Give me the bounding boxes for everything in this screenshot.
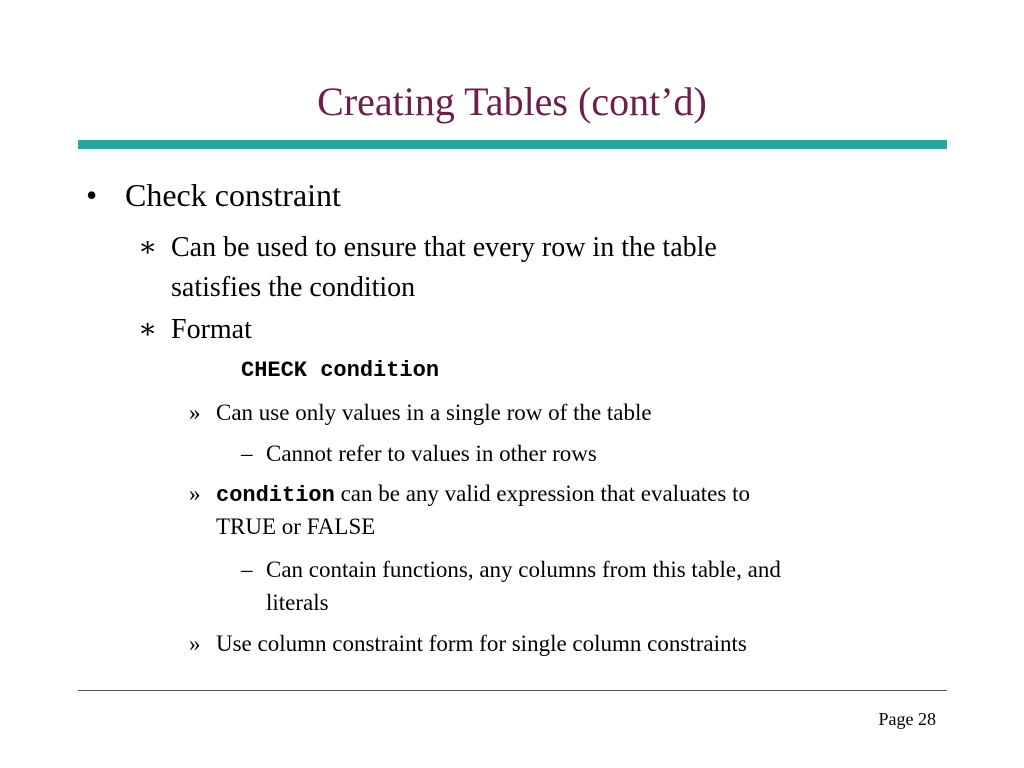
bullet-contain-functions-line1: Can contain functions, any columns from this table, and — [266, 557, 781, 582]
bullet-single-row: Can use only values in a single row of the table — [216, 400, 652, 425]
footer-rule — [78, 690, 947, 691]
code-check-condition: CHECK condition — [241, 358, 440, 383]
condition-expression-text: can be any valid expression that evaluates to — [334, 481, 750, 506]
title-underline — [78, 140, 947, 149]
bullet-marker-l3: » — [189, 481, 201, 506]
bullet-marker-l3: » — [189, 400, 201, 425]
slide-title: Creating Tables (cont’d) — [317, 79, 707, 124]
page-number: Page 28 — [878, 709, 936, 729]
bullet-cannot-refer: Cannot refer to values in other rows — [266, 441, 597, 466]
bullet-contain-functions-line2: literals — [266, 590, 329, 615]
bullet-marker-l4: – — [241, 557, 253, 582]
bullet-marker-l3: » — [189, 631, 201, 656]
bullet-marker-l1: • — [86, 177, 98, 213]
bullet-check-constraint: Check constraint — [125, 177, 341, 213]
bullet-marker-l4: – — [241, 441, 253, 466]
bullet-marker-l2: ∗ — [138, 232, 158, 263]
code-condition: condition — [216, 483, 335, 508]
bullet-ensure-line1: Can be used to ensure that every row in the table — [171, 232, 717, 263]
bullet-condition-expression — [216, 477, 750, 512]
bullet-marker-l2: ∗ — [138, 314, 158, 345]
bullet-format: Format — [171, 314, 252, 345]
bullet-column-constraint: Use column constraint form for single column constraints — [216, 631, 747, 656]
bullet-condition-line2: TRUE or FALSE — [216, 514, 376, 539]
bullet-ensure-line2: satisfies the condition — [171, 272, 416, 303]
